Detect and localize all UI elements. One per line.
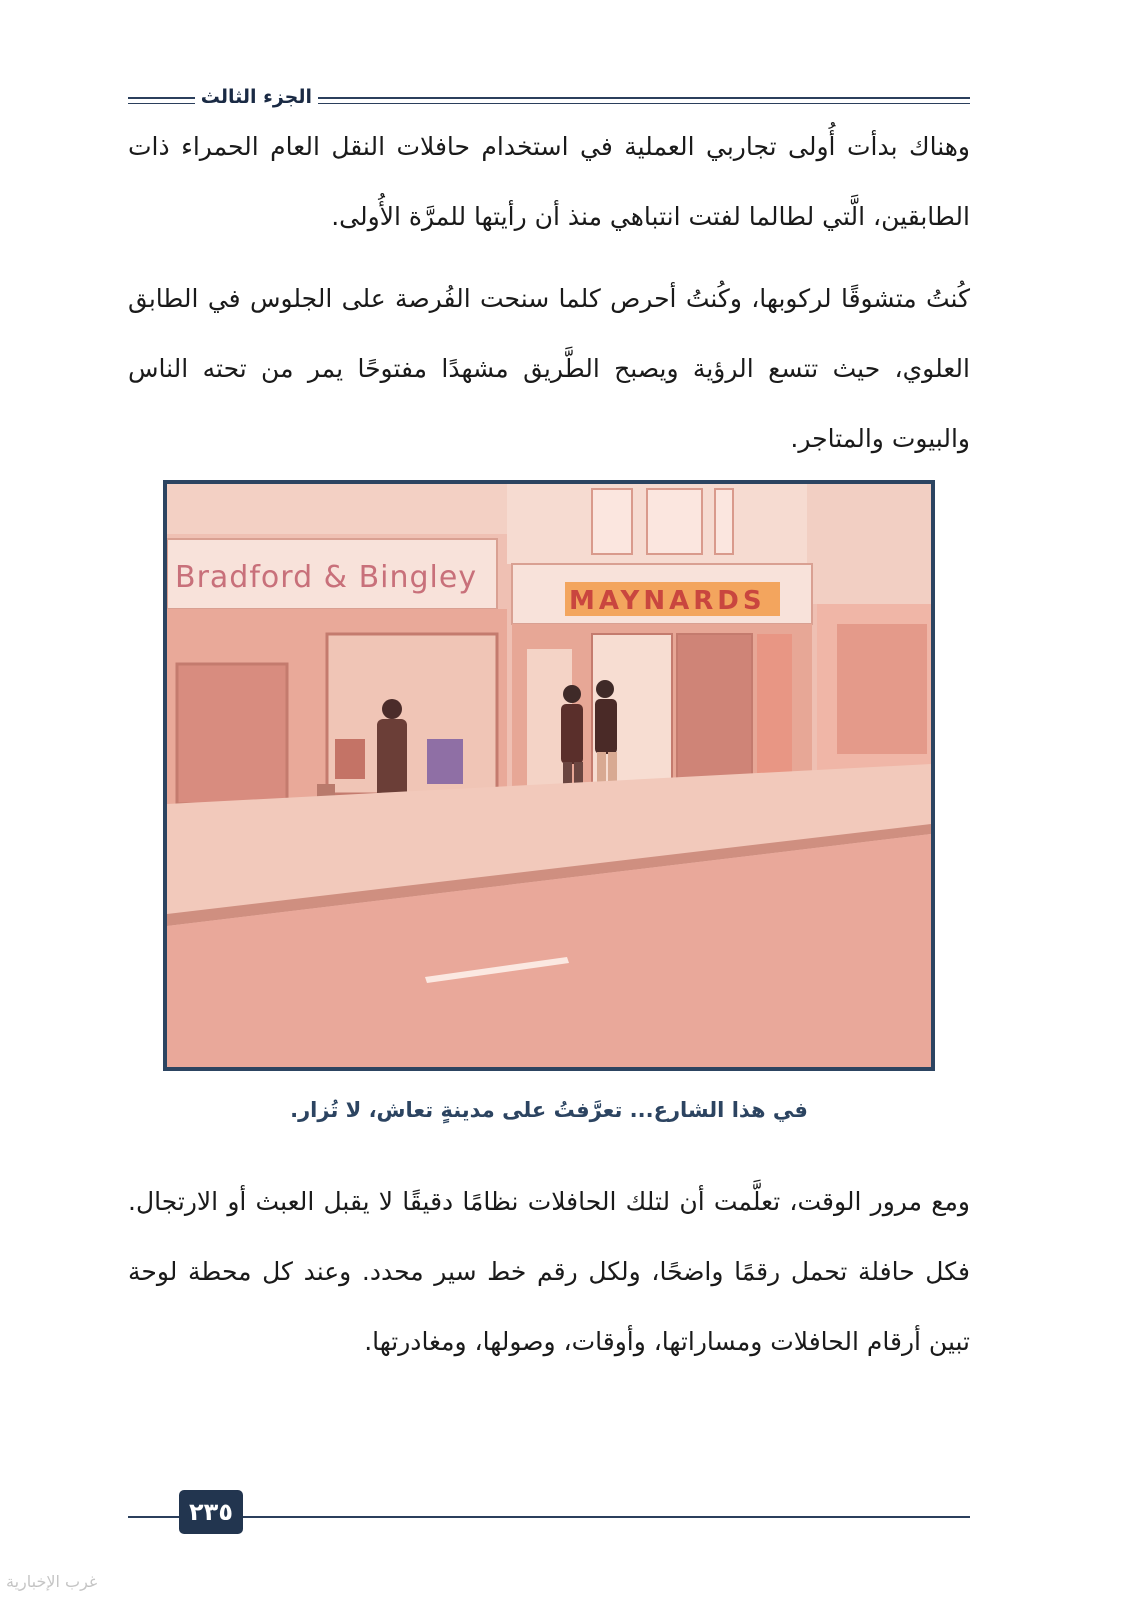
photo-caption: في هذا الشارع... تعرَّفتُ على مدينةٍ تعاش، لا تُزار. [290,1098,808,1122]
paragraph-2: كُنتُ متشوقًا لركوبها، وكُنتُ أحرص كلما سنحت الفُرصة على الجلوس في الطابق العلوي، حيث تتسع الرؤية ويصبح الطَّريق مشهدًا مفتوحًا يمر من تحته الناس والبيوت والمتاجر. [128,284,970,453]
watermark: غرب الإخبارية [6,1572,98,1591]
section-title: الجزء الثالث [195,86,318,108]
page-footer [128,1490,970,1530]
paragraph-3: ومع مرور الوقت، تعلَّمت أن لتلك الحافلات نظامًا دقيقًا لا يقبل العبث أو الارتجال. فكل حافلة تحمل رقمًا واضحًا، ولكل رقم خط سير محدد. وعند كل محطة لوحة تبين أرقام الحافلات ومساراتها، وأوقات، وصولها، ومغادرتها. [128,1187,970,1356]
bradford-bingley-sign: Bradford & Bingley [175,560,478,595]
maynards-sign: MAYNARDS [569,586,766,616]
page-number: ٢٣٥ [179,1490,243,1534]
paragraph-1: وهناك بدأت أُولى تجاربي العملية في استخدام حافلات النقل العام الحمراء ذات الطابقين، الَّتي لطالما لفتت انتباهي منذ أن رأيتها للمرَّة الأُولى. [128,132,970,231]
street-photo [163,480,935,1071]
footer-rule [128,1516,970,1518]
page-header [128,86,970,110]
